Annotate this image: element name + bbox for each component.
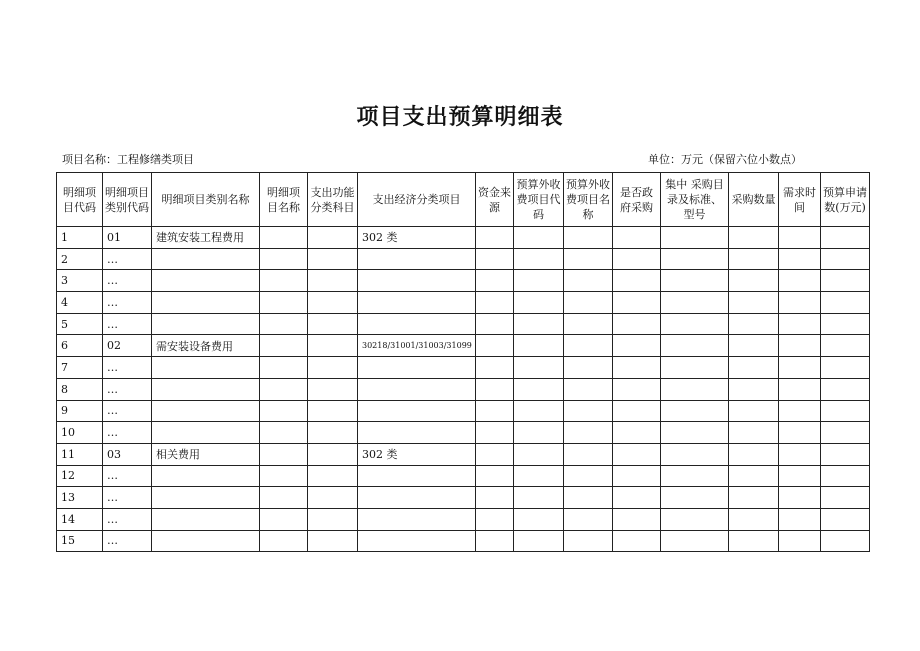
empty-cell xyxy=(821,292,870,314)
empty-cell xyxy=(476,487,514,509)
empty-cell xyxy=(661,443,729,465)
empty-cell xyxy=(260,357,308,379)
empty-cell xyxy=(260,378,308,400)
empty-cell xyxy=(514,422,564,444)
economic-class-cell xyxy=(358,357,476,379)
header-cell: 明细项目类别代码 xyxy=(103,173,152,227)
economic-class-cell xyxy=(358,400,476,422)
empty-cell xyxy=(564,530,613,552)
economic-class-cell xyxy=(358,465,476,487)
category-name-cell: 建筑安装工程费用 xyxy=(152,227,260,249)
empty-cell xyxy=(564,378,613,400)
category-code-cell: … xyxy=(103,530,152,552)
table-row xyxy=(57,292,870,314)
category-code-cell: 02 xyxy=(103,335,152,357)
project-name-label: 项目名称：工程修缮类项目 xyxy=(62,153,194,166)
economic-class-cell xyxy=(358,313,476,335)
category-code-cell: 03 xyxy=(103,443,152,465)
empty-cell xyxy=(821,530,870,552)
empty-cell xyxy=(661,378,729,400)
empty-cell xyxy=(729,508,779,530)
empty-cell xyxy=(729,465,779,487)
empty-cell xyxy=(729,443,779,465)
category-name-cell xyxy=(152,378,260,400)
empty-cell xyxy=(476,270,514,292)
empty-cell xyxy=(564,270,613,292)
empty-cell xyxy=(613,378,661,400)
table-row xyxy=(57,313,870,335)
economic-class-cell: 302 类 xyxy=(358,443,476,465)
empty-cell xyxy=(729,335,779,357)
empty-cell xyxy=(729,292,779,314)
row-number-cell: 5 xyxy=(57,313,103,335)
category-code-cell: … xyxy=(103,292,152,314)
empty-cell xyxy=(661,487,729,509)
empty-cell xyxy=(821,487,870,509)
empty-cell xyxy=(564,335,613,357)
empty-cell xyxy=(308,422,358,444)
empty-cell xyxy=(308,335,358,357)
empty-cell xyxy=(613,248,661,270)
empty-cell xyxy=(613,422,661,444)
header-cell: 支出功能分类科目 xyxy=(308,173,358,227)
empty-cell xyxy=(308,465,358,487)
table-row xyxy=(57,227,870,249)
empty-cell xyxy=(308,313,358,335)
empty-cell xyxy=(821,248,870,270)
row-number-cell: 10 xyxy=(57,422,103,444)
row-number-cell: 13 xyxy=(57,487,103,509)
table-row xyxy=(57,508,870,530)
empty-cell xyxy=(613,530,661,552)
empty-cell xyxy=(260,487,308,509)
empty-cell xyxy=(564,487,613,509)
category-name-cell xyxy=(152,270,260,292)
empty-cell xyxy=(308,270,358,292)
category-code-cell: … xyxy=(103,487,152,509)
empty-cell xyxy=(613,335,661,357)
empty-cell xyxy=(661,422,729,444)
empty-cell xyxy=(564,443,613,465)
empty-cell xyxy=(476,335,514,357)
empty-cell xyxy=(661,248,729,270)
empty-cell xyxy=(729,487,779,509)
category-code-cell: … xyxy=(103,508,152,530)
table-row xyxy=(57,270,870,292)
table-row xyxy=(57,378,870,400)
empty-cell xyxy=(661,227,729,249)
empty-cell xyxy=(779,313,821,335)
empty-cell xyxy=(564,292,613,314)
empty-cell xyxy=(514,248,564,270)
header-cell: 预算申请数(万元) xyxy=(821,173,870,227)
empty-cell xyxy=(729,530,779,552)
empty-cell xyxy=(613,400,661,422)
header-cell: 集中 采购目录及标准、型号 xyxy=(661,173,729,227)
empty-cell xyxy=(779,378,821,400)
empty-cell xyxy=(661,335,729,357)
header-cell: 是否政府采购 xyxy=(613,173,661,227)
empty-cell xyxy=(661,270,729,292)
empty-cell xyxy=(821,378,870,400)
empty-cell xyxy=(514,530,564,552)
header-cell: 明细项目代码 xyxy=(57,173,103,227)
empty-cell xyxy=(613,227,661,249)
category-name-cell xyxy=(152,248,260,270)
empty-cell xyxy=(661,357,729,379)
header-cell: 预算外收费项目名称 xyxy=(564,173,613,227)
economic-class-cell xyxy=(358,248,476,270)
empty-cell xyxy=(514,443,564,465)
empty-cell xyxy=(821,422,870,444)
empty-cell xyxy=(779,400,821,422)
empty-cell xyxy=(613,487,661,509)
empty-cell xyxy=(564,465,613,487)
empty-cell xyxy=(821,400,870,422)
page-title: 项目支出预算明细表 xyxy=(356,104,564,130)
row-number-cell: 3 xyxy=(57,270,103,292)
empty-cell xyxy=(661,400,729,422)
unit-label: 单位：万元（保留六位小数点） xyxy=(648,153,802,166)
empty-cell xyxy=(613,508,661,530)
empty-cell xyxy=(476,357,514,379)
category-name-cell xyxy=(152,357,260,379)
empty-cell xyxy=(564,400,613,422)
empty-cell xyxy=(476,465,514,487)
economic-class-cell xyxy=(358,292,476,314)
empty-cell xyxy=(613,465,661,487)
empty-cell xyxy=(729,227,779,249)
budget-detail-table xyxy=(56,172,870,552)
table-row xyxy=(57,357,870,379)
empty-cell xyxy=(308,487,358,509)
empty-cell xyxy=(729,422,779,444)
empty-cell xyxy=(613,270,661,292)
empty-cell xyxy=(613,443,661,465)
row-number-cell: 8 xyxy=(57,378,103,400)
empty-cell xyxy=(308,508,358,530)
row-number-cell: 12 xyxy=(57,465,103,487)
empty-cell xyxy=(564,422,613,444)
empty-cell xyxy=(514,400,564,422)
empty-cell xyxy=(476,443,514,465)
empty-cell xyxy=(613,357,661,379)
category-code-cell: 01 xyxy=(103,227,152,249)
empty-cell xyxy=(476,530,514,552)
empty-cell xyxy=(779,335,821,357)
empty-cell xyxy=(476,248,514,270)
empty-cell xyxy=(260,335,308,357)
category-code-cell: … xyxy=(103,465,152,487)
category-name-cell xyxy=(152,530,260,552)
empty-cell xyxy=(308,227,358,249)
table-row xyxy=(57,400,870,422)
header-cell: 明细项目名称 xyxy=(260,173,308,227)
empty-cell xyxy=(821,465,870,487)
empty-cell xyxy=(661,313,729,335)
empty-cell xyxy=(260,248,308,270)
category-name-cell xyxy=(152,487,260,509)
header-cell: 支出经济分类项目 xyxy=(358,173,476,227)
empty-cell xyxy=(514,378,564,400)
empty-cell xyxy=(779,270,821,292)
category-name-cell xyxy=(152,400,260,422)
empty-cell xyxy=(308,400,358,422)
empty-cell xyxy=(821,227,870,249)
economic-class-cell xyxy=(358,487,476,509)
economic-class-cell: 30218/31001/31003/31099 xyxy=(358,335,476,357)
header-cell: 资金来源 xyxy=(476,173,514,227)
empty-cell xyxy=(260,400,308,422)
empty-cell xyxy=(821,270,870,292)
empty-cell xyxy=(514,465,564,487)
table-row xyxy=(57,422,870,444)
empty-cell xyxy=(564,313,613,335)
category-code-cell: … xyxy=(103,400,152,422)
empty-cell xyxy=(821,313,870,335)
table-row xyxy=(57,335,870,357)
economic-class-cell: 302 类 xyxy=(358,227,476,249)
empty-cell xyxy=(779,248,821,270)
category-name-cell: 相关费用 xyxy=(152,443,260,465)
empty-cell xyxy=(821,443,870,465)
economic-class-cell xyxy=(358,378,476,400)
economic-class-cell xyxy=(358,508,476,530)
row-number-cell: 15 xyxy=(57,530,103,552)
category-code-cell: … xyxy=(103,313,152,335)
category-name-cell xyxy=(152,508,260,530)
empty-cell xyxy=(308,292,358,314)
empty-cell xyxy=(308,378,358,400)
empty-cell xyxy=(661,465,729,487)
empty-cell xyxy=(514,313,564,335)
category-name-cell xyxy=(152,422,260,444)
empty-cell xyxy=(514,508,564,530)
header-cell: 预算外收费项目代码 xyxy=(514,173,564,227)
empty-cell xyxy=(661,508,729,530)
empty-cell xyxy=(308,248,358,270)
empty-cell xyxy=(729,313,779,335)
empty-cell xyxy=(779,465,821,487)
empty-cell xyxy=(476,313,514,335)
table-row xyxy=(57,465,870,487)
economic-class-cell xyxy=(358,270,476,292)
empty-cell xyxy=(779,508,821,530)
empty-cell xyxy=(779,357,821,379)
empty-cell xyxy=(260,443,308,465)
header-row xyxy=(57,173,870,227)
empty-cell xyxy=(260,508,308,530)
empty-cell xyxy=(729,400,779,422)
empty-cell xyxy=(514,227,564,249)
empty-cell xyxy=(729,357,779,379)
empty-cell xyxy=(564,508,613,530)
economic-class-cell xyxy=(358,530,476,552)
empty-cell xyxy=(821,508,870,530)
category-name-cell xyxy=(152,313,260,335)
empty-cell xyxy=(476,378,514,400)
empty-cell xyxy=(779,292,821,314)
empty-cell xyxy=(308,357,358,379)
empty-cell xyxy=(260,530,308,552)
empty-cell xyxy=(821,357,870,379)
row-number-cell: 7 xyxy=(57,357,103,379)
empty-cell xyxy=(564,227,613,249)
empty-cell xyxy=(779,227,821,249)
empty-cell xyxy=(514,335,564,357)
category-name-cell xyxy=(152,292,260,314)
table-row xyxy=(57,248,870,270)
empty-cell xyxy=(476,227,514,249)
empty-cell xyxy=(476,422,514,444)
empty-cell xyxy=(729,248,779,270)
category-code-cell: … xyxy=(103,248,152,270)
empty-cell xyxy=(661,292,729,314)
empty-cell xyxy=(260,292,308,314)
category-name-cell xyxy=(152,465,260,487)
empty-cell xyxy=(514,270,564,292)
empty-cell xyxy=(514,487,564,509)
table-row xyxy=(57,487,870,509)
empty-cell xyxy=(260,270,308,292)
empty-cell xyxy=(729,378,779,400)
economic-class-cell xyxy=(358,422,476,444)
empty-cell xyxy=(260,465,308,487)
empty-cell xyxy=(476,292,514,314)
empty-cell xyxy=(260,422,308,444)
empty-cell xyxy=(476,508,514,530)
row-number-cell: 11 xyxy=(57,443,103,465)
category-code-cell: … xyxy=(103,378,152,400)
category-name-cell: 需安装设备费用 xyxy=(152,335,260,357)
empty-cell xyxy=(779,530,821,552)
empty-cell xyxy=(779,487,821,509)
empty-cell xyxy=(514,292,564,314)
empty-cell xyxy=(564,248,613,270)
category-code-cell: … xyxy=(103,270,152,292)
empty-cell xyxy=(821,335,870,357)
category-code-cell: … xyxy=(103,357,152,379)
empty-cell xyxy=(613,292,661,314)
category-code-cell: … xyxy=(103,422,152,444)
empty-cell xyxy=(260,227,308,249)
empty-cell xyxy=(308,530,358,552)
empty-cell xyxy=(260,313,308,335)
empty-cell xyxy=(661,530,729,552)
header-cell: 采购数量 xyxy=(729,173,779,227)
header-cell: 明细项目类别名称 xyxy=(152,173,260,227)
row-number-cell: 2 xyxy=(57,248,103,270)
header-cell: 需求时间 xyxy=(779,173,821,227)
table-row xyxy=(57,443,870,465)
empty-cell xyxy=(514,357,564,379)
empty-cell xyxy=(779,422,821,444)
empty-cell xyxy=(308,443,358,465)
row-number-cell: 1 xyxy=(57,227,103,249)
empty-cell xyxy=(729,270,779,292)
row-number-cell: 6 xyxy=(57,335,103,357)
empty-cell xyxy=(779,443,821,465)
empty-cell xyxy=(564,357,613,379)
empty-cell xyxy=(613,313,661,335)
row-number-cell: 4 xyxy=(57,292,103,314)
empty-cell xyxy=(476,400,514,422)
row-number-cell: 14 xyxy=(57,508,103,530)
table-row xyxy=(57,530,870,552)
row-number-cell: 9 xyxy=(57,400,103,422)
